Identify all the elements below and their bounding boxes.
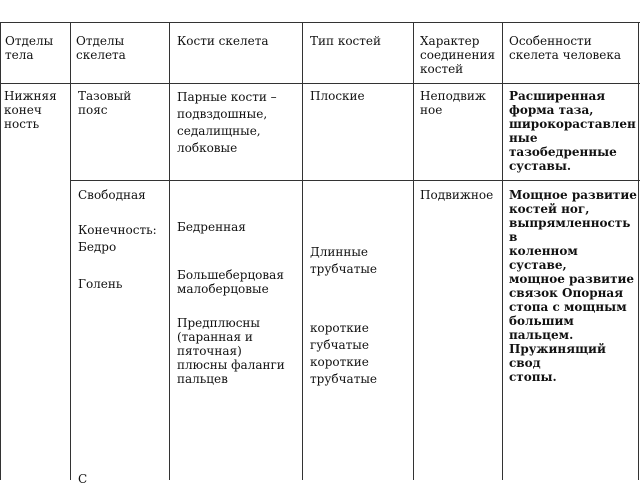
col-divider-4 <box>413 22 414 480</box>
skeleton-part-pelvic-girdle: Тазовый пояс <box>78 89 132 117</box>
features-free-limb: Мощное развитие костей ног, выпрямленность в коленном суставе, мощное развитие связок Опорная стопа с мощным большим пальцем. Пружинящий свод стопы. <box>509 188 637 384</box>
table-left-border <box>0 22 1 480</box>
features-pelvic: Расширенная форма таза, широкораставлен ные тазобедренные суставы. <box>509 89 636 173</box>
skeleton-part-limb: Конечность: <box>78 223 157 237</box>
bones-shin: Большеберцовая малоберцовые <box>177 268 284 296</box>
header-skeleton-parts: Отделы скелета <box>76 34 126 62</box>
col-divider-2 <box>169 22 170 480</box>
joint-movable: Подвижное <box>420 188 494 202</box>
joint-fixed: Неподвиж ное <box>420 89 486 117</box>
col-divider-5 <box>502 22 503 480</box>
bone-type-long: Длинные трубчатые <box>310 245 377 276</box>
header-skeleton-bones: Кости скелета <box>177 34 269 48</box>
row-divider <box>70 180 640 181</box>
bone-femur: Бедренная <box>177 220 246 234</box>
bone-type-short: короткие губчатые короткие трубчатые <box>310 321 377 386</box>
skeleton-part-free: Свободная <box>78 188 146 202</box>
bones-foot: Предплюсны (таранная и пяточная) плюсны фаланги пальцев <box>177 316 285 386</box>
table-top-border <box>0 22 640 23</box>
skeleton-part-thigh: Бедро <box>78 240 117 254</box>
header-features: Особенности скелета человека <box>509 34 622 62</box>
header-bottom-border <box>0 83 640 84</box>
skeleton-part-shin: Голень <box>78 277 123 291</box>
skeleton-part-cut-text: С <box>78 472 88 486</box>
header-joint-type: Характер соединения костей <box>420 34 496 76</box>
body-part-lower-limb: Нижняя конеч ность <box>4 89 57 131</box>
bones-pelvic: Парные кости – подвздошные, седалищные, лобковые <box>177 90 277 155</box>
table-right-border <box>638 22 639 480</box>
bone-type-flat: Плоские <box>310 89 365 103</box>
col-divider-1 <box>70 22 71 480</box>
header-bone-type: Тип костей <box>310 34 381 48</box>
col-divider-3 <box>302 22 303 480</box>
header-body-parts: Отделы тела <box>5 34 54 62</box>
